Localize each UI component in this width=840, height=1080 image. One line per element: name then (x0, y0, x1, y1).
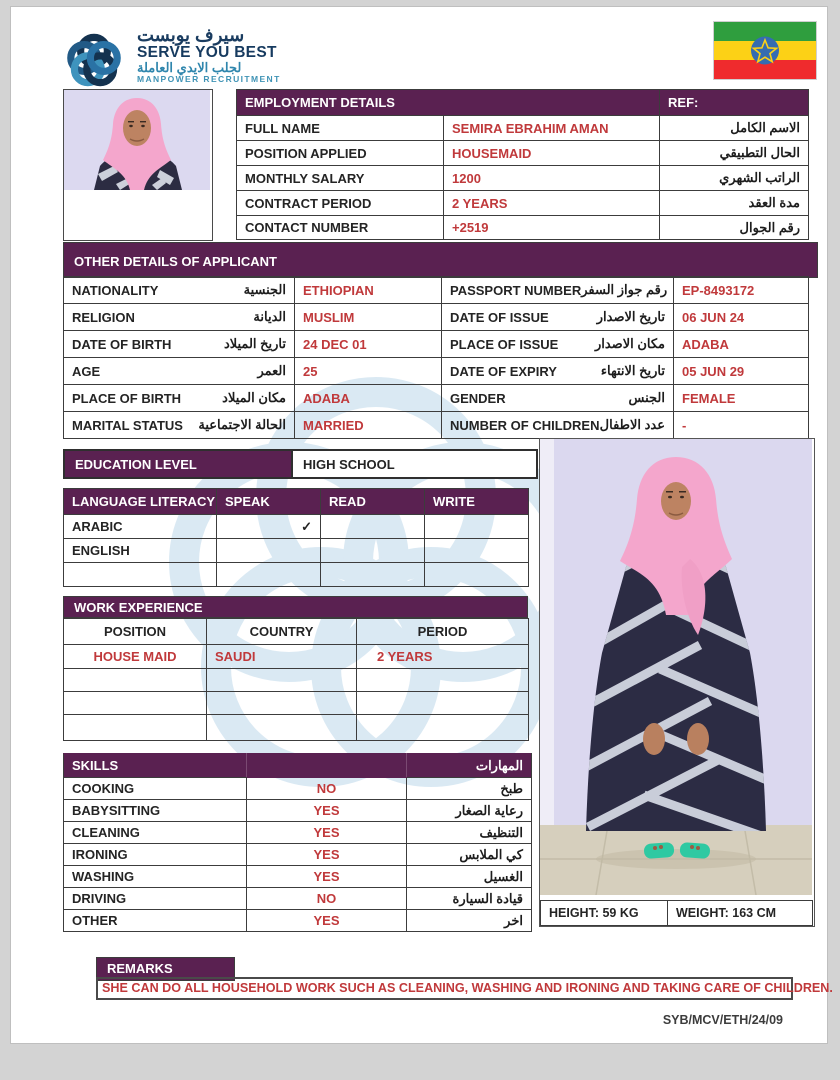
field-value: MARRIED (295, 412, 442, 439)
field-label: NUMBER OF CHILDREN (450, 417, 600, 433)
write-cell (425, 515, 529, 539)
other-details-table (63, 276, 809, 439)
table-row (237, 166, 809, 191)
height-value: HEIGHT: 59 KG (541, 901, 668, 926)
education-level-label: EDUCATION LEVEL (63, 449, 303, 479)
language-name (64, 563, 217, 587)
table-row (64, 778, 532, 800)
write-cell (425, 539, 529, 563)
field-value: ADABA (674, 331, 809, 358)
arabic-label: الاسم الكامل (660, 116, 809, 141)
work-experience-title: WORK EXPERIENCE (63, 596, 528, 618)
country-cell (207, 692, 357, 715)
field-value: ETHIOPIAN (295, 277, 442, 304)
table-row (64, 844, 532, 866)
skill-value: YES (247, 910, 407, 932)
arabic-label: اخر (407, 910, 532, 932)
applicant-full-photo-panel (539, 438, 815, 927)
employment-table (236, 89, 809, 240)
arabic-label: طبخ (407, 778, 532, 800)
skill-value: YES (247, 866, 407, 888)
arabic-label: قيادة السيارة (407, 888, 532, 910)
write-cell (425, 563, 529, 587)
column-header: POSITION (64, 619, 207, 645)
language-name: ENGLISH (64, 539, 217, 563)
arabic-label: التنظيف (407, 822, 532, 844)
table-row (64, 910, 532, 932)
full-length-photo-image (540, 439, 812, 895)
arabic-label: تاريخ الاصدار (596, 309, 665, 324)
field-label: PLACE OF BIRTH (72, 390, 182, 406)
field-value: 06 JUN 24 (674, 304, 809, 331)
arabic-label: تاريخ الانتهاء (600, 363, 665, 378)
ref-label: REF: (660, 90, 809, 116)
field-value: EP-8493172 (674, 277, 809, 304)
employment-title: EMPLOYMENT DETAILS (237, 90, 660, 116)
skill-value: NO (247, 778, 407, 800)
language-literacy-table (63, 488, 529, 587)
skill-label: WASHING (64, 866, 247, 888)
table-row (64, 385, 809, 412)
field-value: - (674, 412, 809, 439)
arabic-label: رقم جواز السفر (581, 282, 668, 297)
arabic-label: مكان الميلاد (222, 390, 286, 405)
remarks-text: SHE CAN DO ALL HOUSEHOLD WORK SUCH AS CLEANING, WASHING AND IRONING AND TAKING CARE OF CHILDREN. (96, 977, 793, 1000)
arabic-label: رقم الجوال (660, 216, 809, 240)
field-value: 25 (295, 358, 442, 385)
arabic-label: الراتب الشهري (660, 166, 809, 191)
period-cell (357, 715, 529, 741)
table-row (237, 191, 809, 216)
field-value: 05 JUN 29 (674, 358, 809, 385)
table-row (64, 412, 809, 439)
document-page (10, 6, 833, 1044)
skill-value: YES (247, 800, 407, 822)
table-row (237, 216, 809, 240)
field-label: NATIONALITY (72, 282, 159, 298)
field-label: DATE OF EXPIRY (450, 363, 557, 379)
applicant-passport-photo (63, 89, 213, 241)
field-value: +2519 (444, 216, 660, 240)
arabic-label: الحالة الاجتماعية (198, 417, 286, 432)
table-row (64, 822, 532, 844)
field-value: 24 DEC 01 (295, 331, 442, 358)
period-cell: 2 YEARS (357, 645, 529, 669)
skills-table (63, 753, 532, 932)
field-label: FULL NAME (237, 116, 444, 141)
field-value: ADABA (295, 385, 442, 412)
field-label: DATE OF ISSUE (450, 309, 549, 325)
table-row (237, 116, 809, 141)
column-header: COUNTRY (207, 619, 357, 645)
measurements-table (540, 900, 813, 926)
field-label: PASSPORT NUMBER (450, 282, 582, 298)
table-row (64, 277, 809, 304)
read-cell (321, 563, 425, 587)
field-value: FEMALE (674, 385, 809, 412)
table-row (64, 645, 529, 669)
field-label: CONTACT NUMBER (237, 216, 444, 240)
table-row (64, 358, 809, 385)
brand-logo-icon (61, 26, 127, 94)
field-value: HOUSEMAID (444, 141, 660, 166)
position-cell (64, 692, 207, 715)
table-row (64, 669, 529, 692)
arabic-label: تاريخ الميلاد (223, 336, 286, 351)
speak-cell (217, 563, 321, 587)
brand-arabic-name: سيرف يوبست (137, 25, 245, 45)
column-header: READ (321, 489, 425, 515)
field-value: MUSLIM (295, 304, 442, 331)
arabic-label: مكان الاصدار (594, 336, 665, 351)
column-header: LANGUAGE LITERACY (64, 489, 217, 515)
skill-label: CLEANING (64, 822, 247, 844)
period-cell (357, 692, 529, 715)
speak-checkmark: ✓ (217, 515, 321, 539)
column-header: SPEAK (217, 489, 321, 515)
field-label: PLACE OF ISSUE (450, 336, 559, 352)
field-label: POSITION APPLIED (237, 141, 444, 166)
brand-tagline: MANPOWER RECRUITMENT (137, 73, 281, 84)
weight-value: WEIGHT: 163 CM (668, 901, 813, 926)
skill-value: YES (247, 844, 407, 866)
brand-header (61, 26, 281, 94)
table-row (237, 141, 809, 166)
country-cell (207, 669, 357, 692)
field-label: CONTRACT PERIOD (237, 191, 444, 216)
table-row (64, 539, 529, 563)
table-row (64, 888, 532, 910)
arabic-label: رعاية الصغار (407, 800, 532, 822)
brand-arabic-tagline: لجلب الايدي العاملة (137, 60, 242, 76)
arabic-label: العمر (257, 363, 286, 378)
country-cell: SAUDI (207, 645, 357, 669)
language-name: ARABIC (64, 515, 217, 539)
field-label: RELIGION (72, 309, 135, 325)
column-header: PERIOD (357, 619, 529, 645)
table-row (64, 715, 529, 741)
position-cell (64, 715, 207, 741)
skill-value: NO (247, 888, 407, 910)
arabic-label: الجنس (628, 390, 665, 405)
country-cell (207, 715, 357, 741)
arabic-label: كي الملابس (407, 844, 532, 866)
table-row (64, 331, 809, 358)
table-row (64, 866, 532, 888)
arabic-label: الديانة (253, 309, 286, 324)
passport-photo-image (64, 90, 210, 190)
table-row (64, 692, 529, 715)
ethiopia-flag-icon (713, 21, 817, 80)
field-label: MONTHLY SALARY (237, 166, 444, 191)
field-label: GENDER (450, 390, 506, 406)
education-level-value: HIGH SCHOOL (291, 449, 538, 479)
brand-name: SERVE YOU BEST (137, 43, 277, 61)
table-row (64, 304, 809, 331)
field-label: DATE OF BIRTH (72, 336, 172, 352)
arabic-label: مدة العقد (660, 191, 809, 216)
position-cell: HOUSE MAID (64, 645, 207, 669)
remarks-title: REMARKS (96, 957, 235, 981)
position-cell (64, 669, 207, 692)
read-cell (321, 539, 425, 563)
table-row (64, 515, 529, 539)
table-row (64, 800, 532, 822)
arabic-label: الغسيل (407, 866, 532, 888)
document-reference-code: SYB/MCV/ETH/24/09 (662, 1013, 783, 1027)
field-value: 1200 (444, 166, 660, 191)
field-value: 2 YEARS (444, 191, 660, 216)
field-label: MARITAL STATUS (72, 417, 183, 433)
skill-value: YES (247, 822, 407, 844)
table-row (64, 563, 529, 587)
speak-cell (217, 539, 321, 563)
field-label: AGE (72, 363, 101, 379)
skills-arabic-title: المهارات (407, 754, 532, 778)
field-value: SEMIRA EBRAHIM AMAN (444, 116, 660, 141)
skill-label: OTHER (64, 910, 247, 932)
arabic-label: الجنسية (243, 282, 286, 297)
period-cell (357, 669, 529, 692)
arabic-label: الحال التطبيقي (660, 141, 809, 166)
skill-label: COOKING (64, 778, 247, 800)
work-experience-table (63, 618, 529, 741)
skill-label: DRIVING (64, 888, 247, 910)
other-details-title: OTHER DETAILS OF APPLICANT (63, 242, 818, 278)
skills-title: SKILLS (64, 754, 247, 778)
read-cell (321, 515, 425, 539)
column-header: WRITE (425, 489, 529, 515)
skill-label: IRONING (64, 844, 247, 866)
arabic-label: عدد الاطفال (599, 417, 665, 432)
skill-label: BABYSITTING (64, 800, 247, 822)
